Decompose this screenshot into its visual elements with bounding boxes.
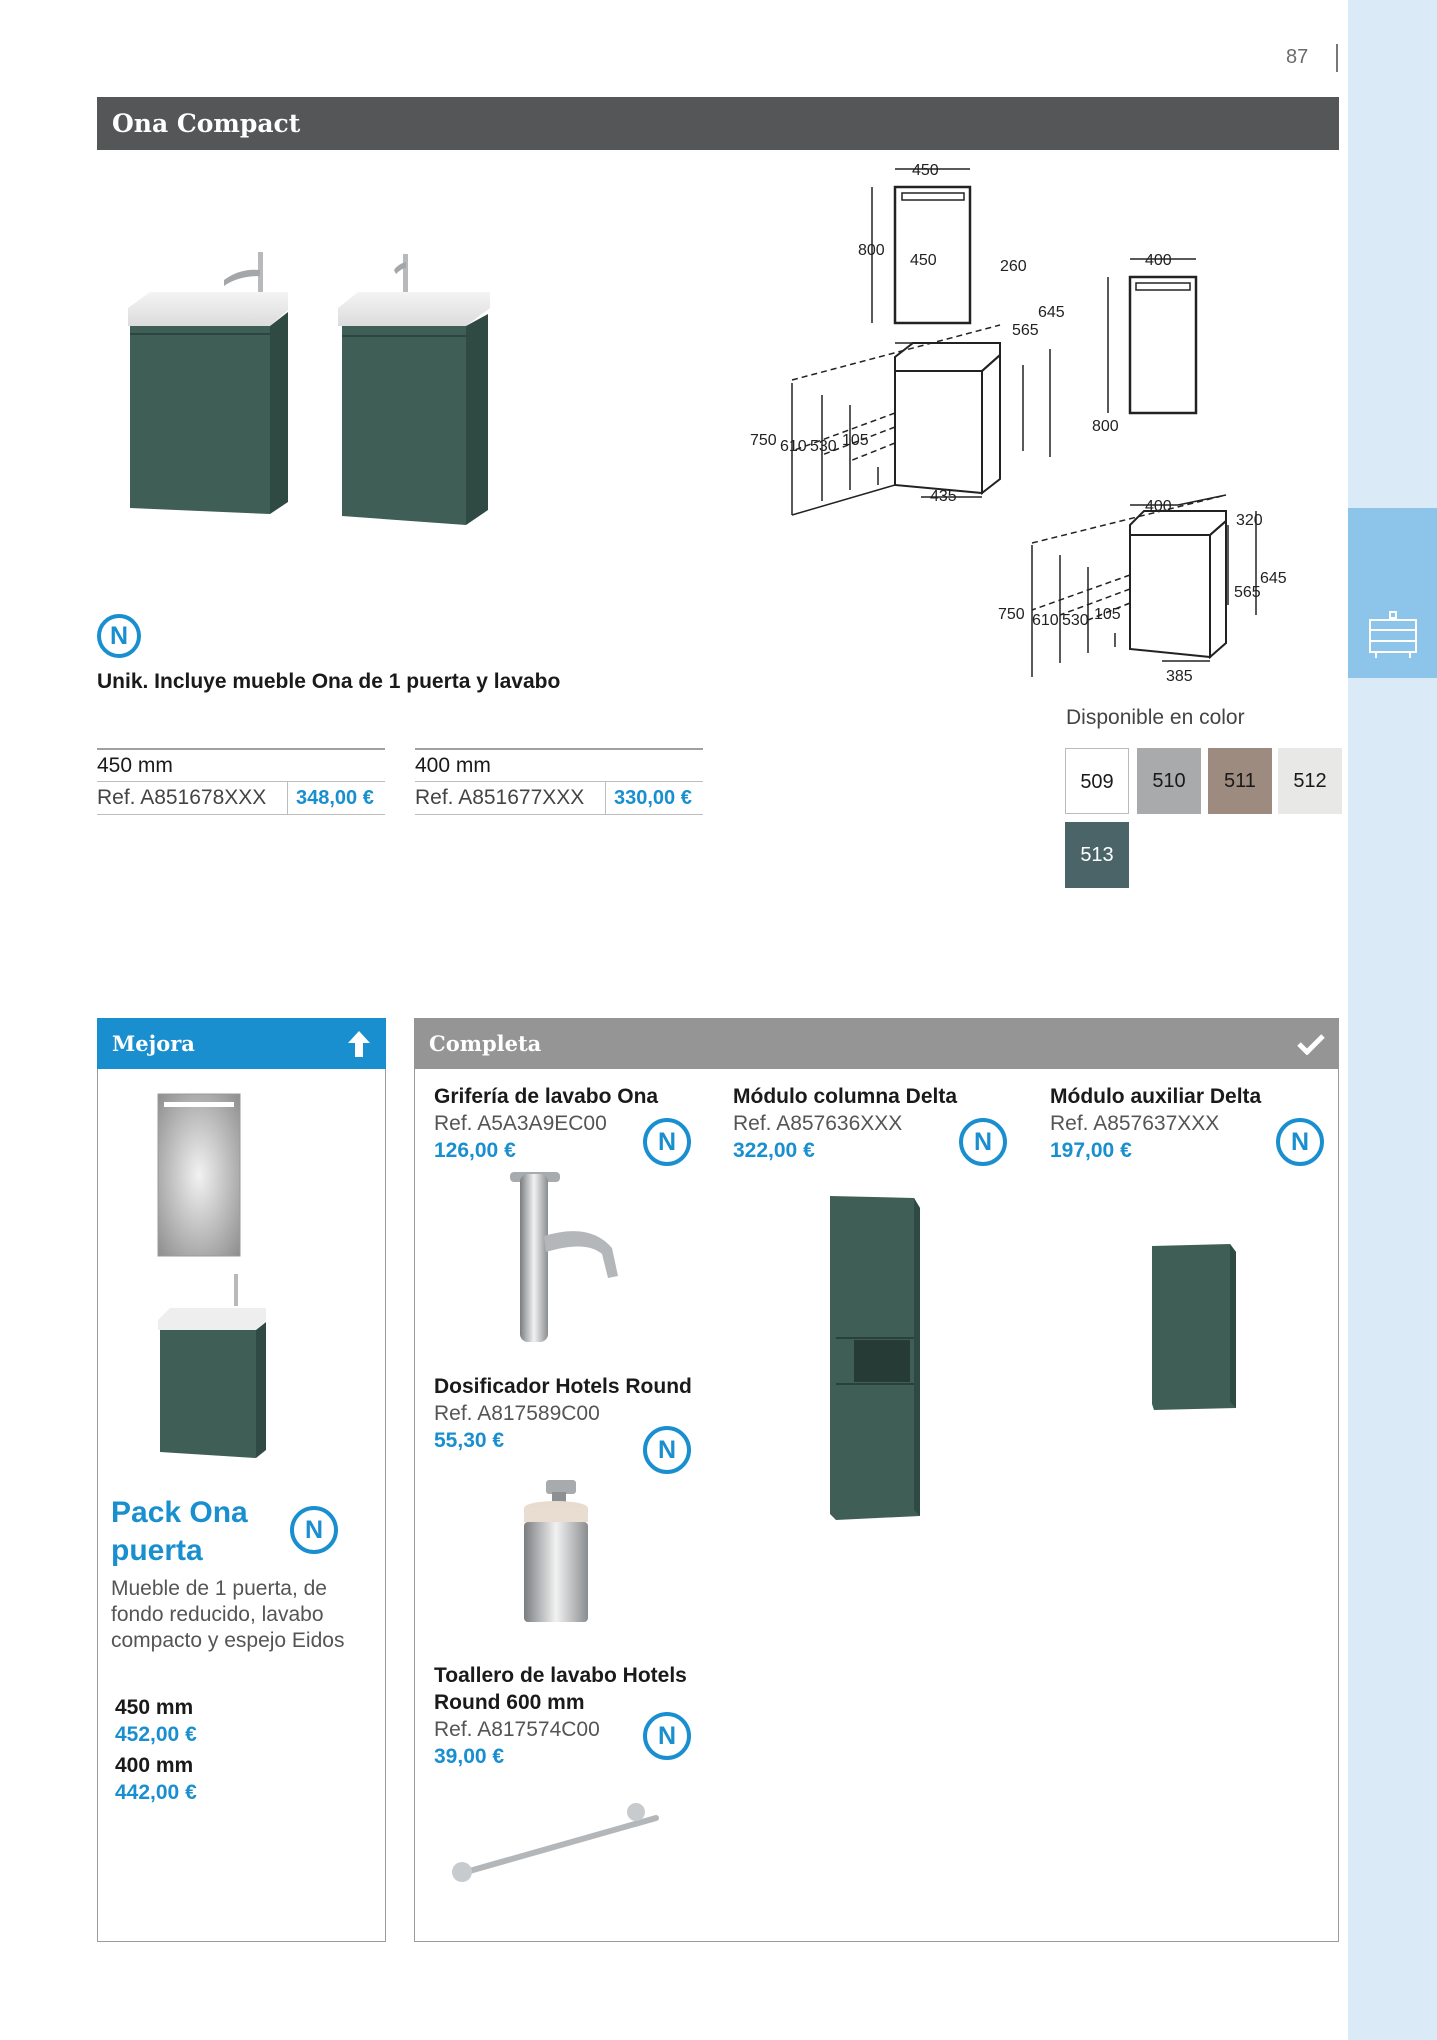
page-number: 87: [1286, 46, 1309, 68]
dim-bottom-h530: 530: [1062, 612, 1089, 629]
item-price: 39,00 €: [434, 1745, 505, 1768]
column-photo: [828, 1194, 928, 1524]
vanity-icon: [1348, 508, 1437, 678]
item-name-cont: Round 600 mm: [434, 1691, 585, 1714]
completa-header-label: Completa: [429, 1031, 542, 1056]
item-name: Dosificador Hotels Round: [434, 1375, 692, 1398]
dim-top-h610: 610: [780, 438, 807, 455]
completa-header: [414, 1018, 1339, 1069]
dim-top-basin-width: 450: [910, 252, 937, 269]
color-swatch-510[interactable]: 510: [1137, 748, 1201, 814]
item-price: 126,00 €: [434, 1139, 516, 1162]
item-name: Módulo columna Delta: [733, 1085, 958, 1108]
dispenser-photo: [514, 1478, 594, 1628]
color-swatch-511[interactable]: 511: [1208, 748, 1272, 814]
auxiliary-photo: [1150, 1242, 1240, 1412]
pack-option-size: 400 mm: [115, 1754, 194, 1777]
item-ref: Ref. A817574C00: [434, 1718, 600, 1741]
variant-ref: Ref. A851677XXX: [415, 782, 606, 814]
pack-option-450: [115, 1694, 197, 1748]
dim-top-h105: 105: [842, 432, 869, 449]
dim-top-base: 435: [930, 488, 957, 505]
dim-top-depth: 260: [1000, 258, 1027, 275]
pack-option-400: [115, 1752, 197, 1806]
completa-item-towel-bar: [434, 1662, 687, 1770]
dim-top-h565: 565: [1012, 322, 1039, 339]
pack-photo: [150, 1090, 290, 1470]
new-badge: N: [643, 1426, 691, 1474]
completa-item-faucet: [434, 1083, 658, 1164]
dim-bottom-basin-width: 400: [1145, 498, 1172, 515]
arrow-up-icon: [348, 1031, 370, 1057]
item-price: 322,00 €: [733, 1139, 815, 1162]
item-ref: Ref. A857636XXX: [733, 1112, 903, 1135]
side-strip: [1348, 0, 1437, 2040]
variant-size: 400 mm: [415, 748, 703, 782]
faucet-photo: [500, 1168, 630, 1348]
pack-option-price: 452,00 €: [115, 1723, 197, 1746]
color-swatch-512[interactable]: 512: [1278, 748, 1342, 814]
dim-bottom-h105: 105: [1094, 606, 1121, 623]
variant-400: [415, 748, 703, 815]
color-swatch-509[interactable]: 509: [1065, 748, 1129, 814]
dim-bottom-mirror-width: 400: [1145, 252, 1172, 269]
dim-bottom-h565: 565: [1234, 584, 1261, 601]
new-badge: N: [643, 1118, 691, 1166]
product-photo: [120, 240, 510, 540]
pack-description: Mueble de 1 puerta, de fondo reducido, lavabo compacto y espejo Eidos: [111, 1577, 345, 1652]
variant-ref: Ref. A851678XXX: [97, 782, 288, 814]
mejora-header-label: Mejora: [112, 1031, 195, 1056]
item-price: 197,00 €: [1050, 1139, 1132, 1162]
checkmark-icon: [1297, 1033, 1325, 1055]
new-badge: N: [97, 614, 141, 658]
pack-option-size: 450 mm: [115, 1696, 194, 1719]
variant-price: 348,00 €: [296, 787, 374, 809]
dim-bottom-base: 385: [1166, 668, 1193, 685]
pack-title: Pack Ona puerta: [111, 1496, 248, 1567]
dim-top-mirror-height: 800: [858, 242, 885, 259]
mejora-header: [97, 1018, 386, 1069]
dim-top-h750: 750: [750, 432, 777, 449]
variant-450: [97, 748, 385, 815]
completa-item-auxiliary: [1050, 1083, 1261, 1164]
item-name: Módulo auxiliar Delta: [1050, 1085, 1262, 1108]
completa-item-column: [733, 1083, 957, 1164]
item-price: 55,30 €: [434, 1429, 505, 1452]
section-title: Ona Compact: [97, 97, 1339, 150]
item-ref: Ref. A5A3A9EC00: [434, 1112, 607, 1135]
dim-top-h530: 530: [810, 438, 837, 455]
dim-bottom-h750: 750: [998, 606, 1025, 623]
dim-bottom-h645: 645: [1260, 570, 1287, 587]
color-availability-label: Disponible en color: [1066, 706, 1245, 729]
dim-bottom-depth: 320: [1236, 512, 1263, 529]
page-number-divider: [1336, 44, 1338, 72]
variant-size: 450 mm: [97, 748, 385, 782]
new-badge: N: [959, 1118, 1007, 1166]
new-badge: N: [643, 1712, 691, 1760]
item-name: Toallero de lavabo Hotels: [434, 1664, 687, 1687]
product-description: Unik. Incluye mueble Ona de 1 puerta y lavabo: [97, 670, 561, 693]
variant-price: 330,00 €: [614, 787, 692, 809]
dim-top-h645: 645: [1038, 304, 1065, 321]
towel-bar-photo: [448, 1798, 668, 1888]
dim-top-mirror-width: 450: [912, 162, 939, 179]
new-badge: N: [1276, 1118, 1324, 1166]
dim-bottom-mirror-height: 800: [1092, 418, 1119, 435]
technical-drawing: [750, 155, 1330, 695]
vanity-400: [338, 254, 490, 525]
pack-option-price: 442,00 €: [115, 1781, 197, 1804]
item-ref: Ref. A857637XXX: [1050, 1112, 1220, 1135]
item-name: Grifería de lavabo Ona: [434, 1085, 659, 1108]
color-swatch-513[interactable]: 513: [1065, 822, 1129, 888]
item-ref: Ref. A817589C00: [434, 1402, 600, 1425]
pack-new-badge: N: [290, 1506, 338, 1554]
dim-bottom-h610: 610: [1032, 612, 1059, 629]
vanity-450: [128, 252, 288, 514]
section-tab[interactable]: [1348, 508, 1437, 678]
